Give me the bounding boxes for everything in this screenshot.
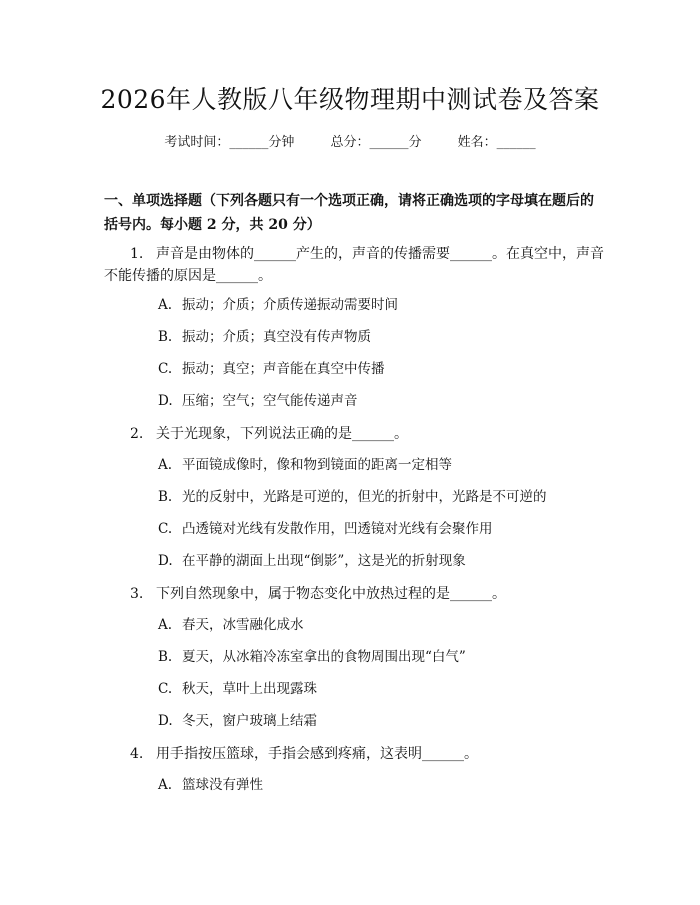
option [158,519,618,539]
option-text: 夏天，从冰箱冷冻室拿出的食物周围出现“白气” [182,649,466,665]
option-label: D. [158,553,173,569]
option [158,711,618,731]
option-label: C. [158,361,173,377]
question-text: 不能传播的原因是______。 [104,268,272,284]
option-text: 篮球没有弹性 [182,777,263,793]
question-number: 1. [130,246,144,262]
option-text: 振动；介质；介质传递振动需要时间 [182,297,398,313]
question-2 [104,423,604,445]
option [158,647,618,667]
option-label: A. [158,777,173,793]
option-label: B. [158,489,173,505]
option-label: A. [158,457,173,473]
option-label: C. [158,521,173,537]
option-text: 压缩；空气；空气能传递声音 [182,393,358,409]
question-number: 2. [130,426,144,442]
option [158,679,618,699]
student-name: 姓名：______ [457,135,536,150]
option-label: A. [158,297,173,313]
option [158,487,618,507]
question-3 [104,583,604,605]
question-text: 下列自然现象中，属于物态变化中放热过程的是______。 [156,586,506,602]
section-heading [104,189,604,237]
option-text: 冬天，窗户玻璃上结霜 [182,713,317,729]
option [158,551,618,571]
question-number: 4. [130,746,144,762]
option-text: 在平静的湖面上出现“倒影”，这是光的折射现象 [182,553,466,569]
option [158,359,618,379]
option-label: B. [158,329,173,345]
option-text: 秋天，草叶上出现露珠 [182,681,317,697]
section-heading-line: 括号内。每小题 2 分，共 20 分） [104,217,321,233]
option [158,327,618,347]
question-text: 用手指按压篮球，手指会感到疼痛，这表明______。 [156,746,478,762]
option-label: A. [158,617,173,633]
option [158,615,618,635]
option-text: 光的反射中，光路是可逆的，但光的折射中，光路是不可逆的 [182,489,547,505]
page-title: 2026年人教版八年级物理期中测试卷及答案 [100,85,600,114]
option [158,295,618,315]
option-text: 振动；介质；真空没有传声物质 [182,329,371,345]
option-text: 春天，冰雪融化成水 [182,617,304,633]
option-text: 振动；真空；声音能在真空中传播 [182,361,385,377]
option-label: D. [158,393,173,409]
option-label: C. [158,681,173,697]
exam-time: 考试时间：______分钟 [164,135,295,150]
exam-meta [0,131,700,150]
option-label: B. [158,649,173,665]
option [158,455,618,475]
question-1 [104,243,604,287]
question-number: 3. [130,586,144,602]
question-text: 关于光现象，下列说法正确的是______。 [156,426,408,442]
option-label: D. [158,713,173,729]
option [158,391,618,411]
question-text: 声音是由物体的______产生的，声音的传播需要______。在真空中，声音 [156,246,604,262]
option-text: 凸透镜对光线有发散作用，凹透镜对光线有会聚作用 [182,521,493,537]
exam-score: 总分：______分 [330,135,422,150]
question-4 [104,743,604,765]
option [158,775,618,795]
section-heading-line: 一、单项选择题（下列各题只有一个选项正确，请将正确选项的字母填在题后的 [104,193,594,209]
option-text: 平面镜成像时，像和物到镜面的距离一定相等 [182,457,452,473]
